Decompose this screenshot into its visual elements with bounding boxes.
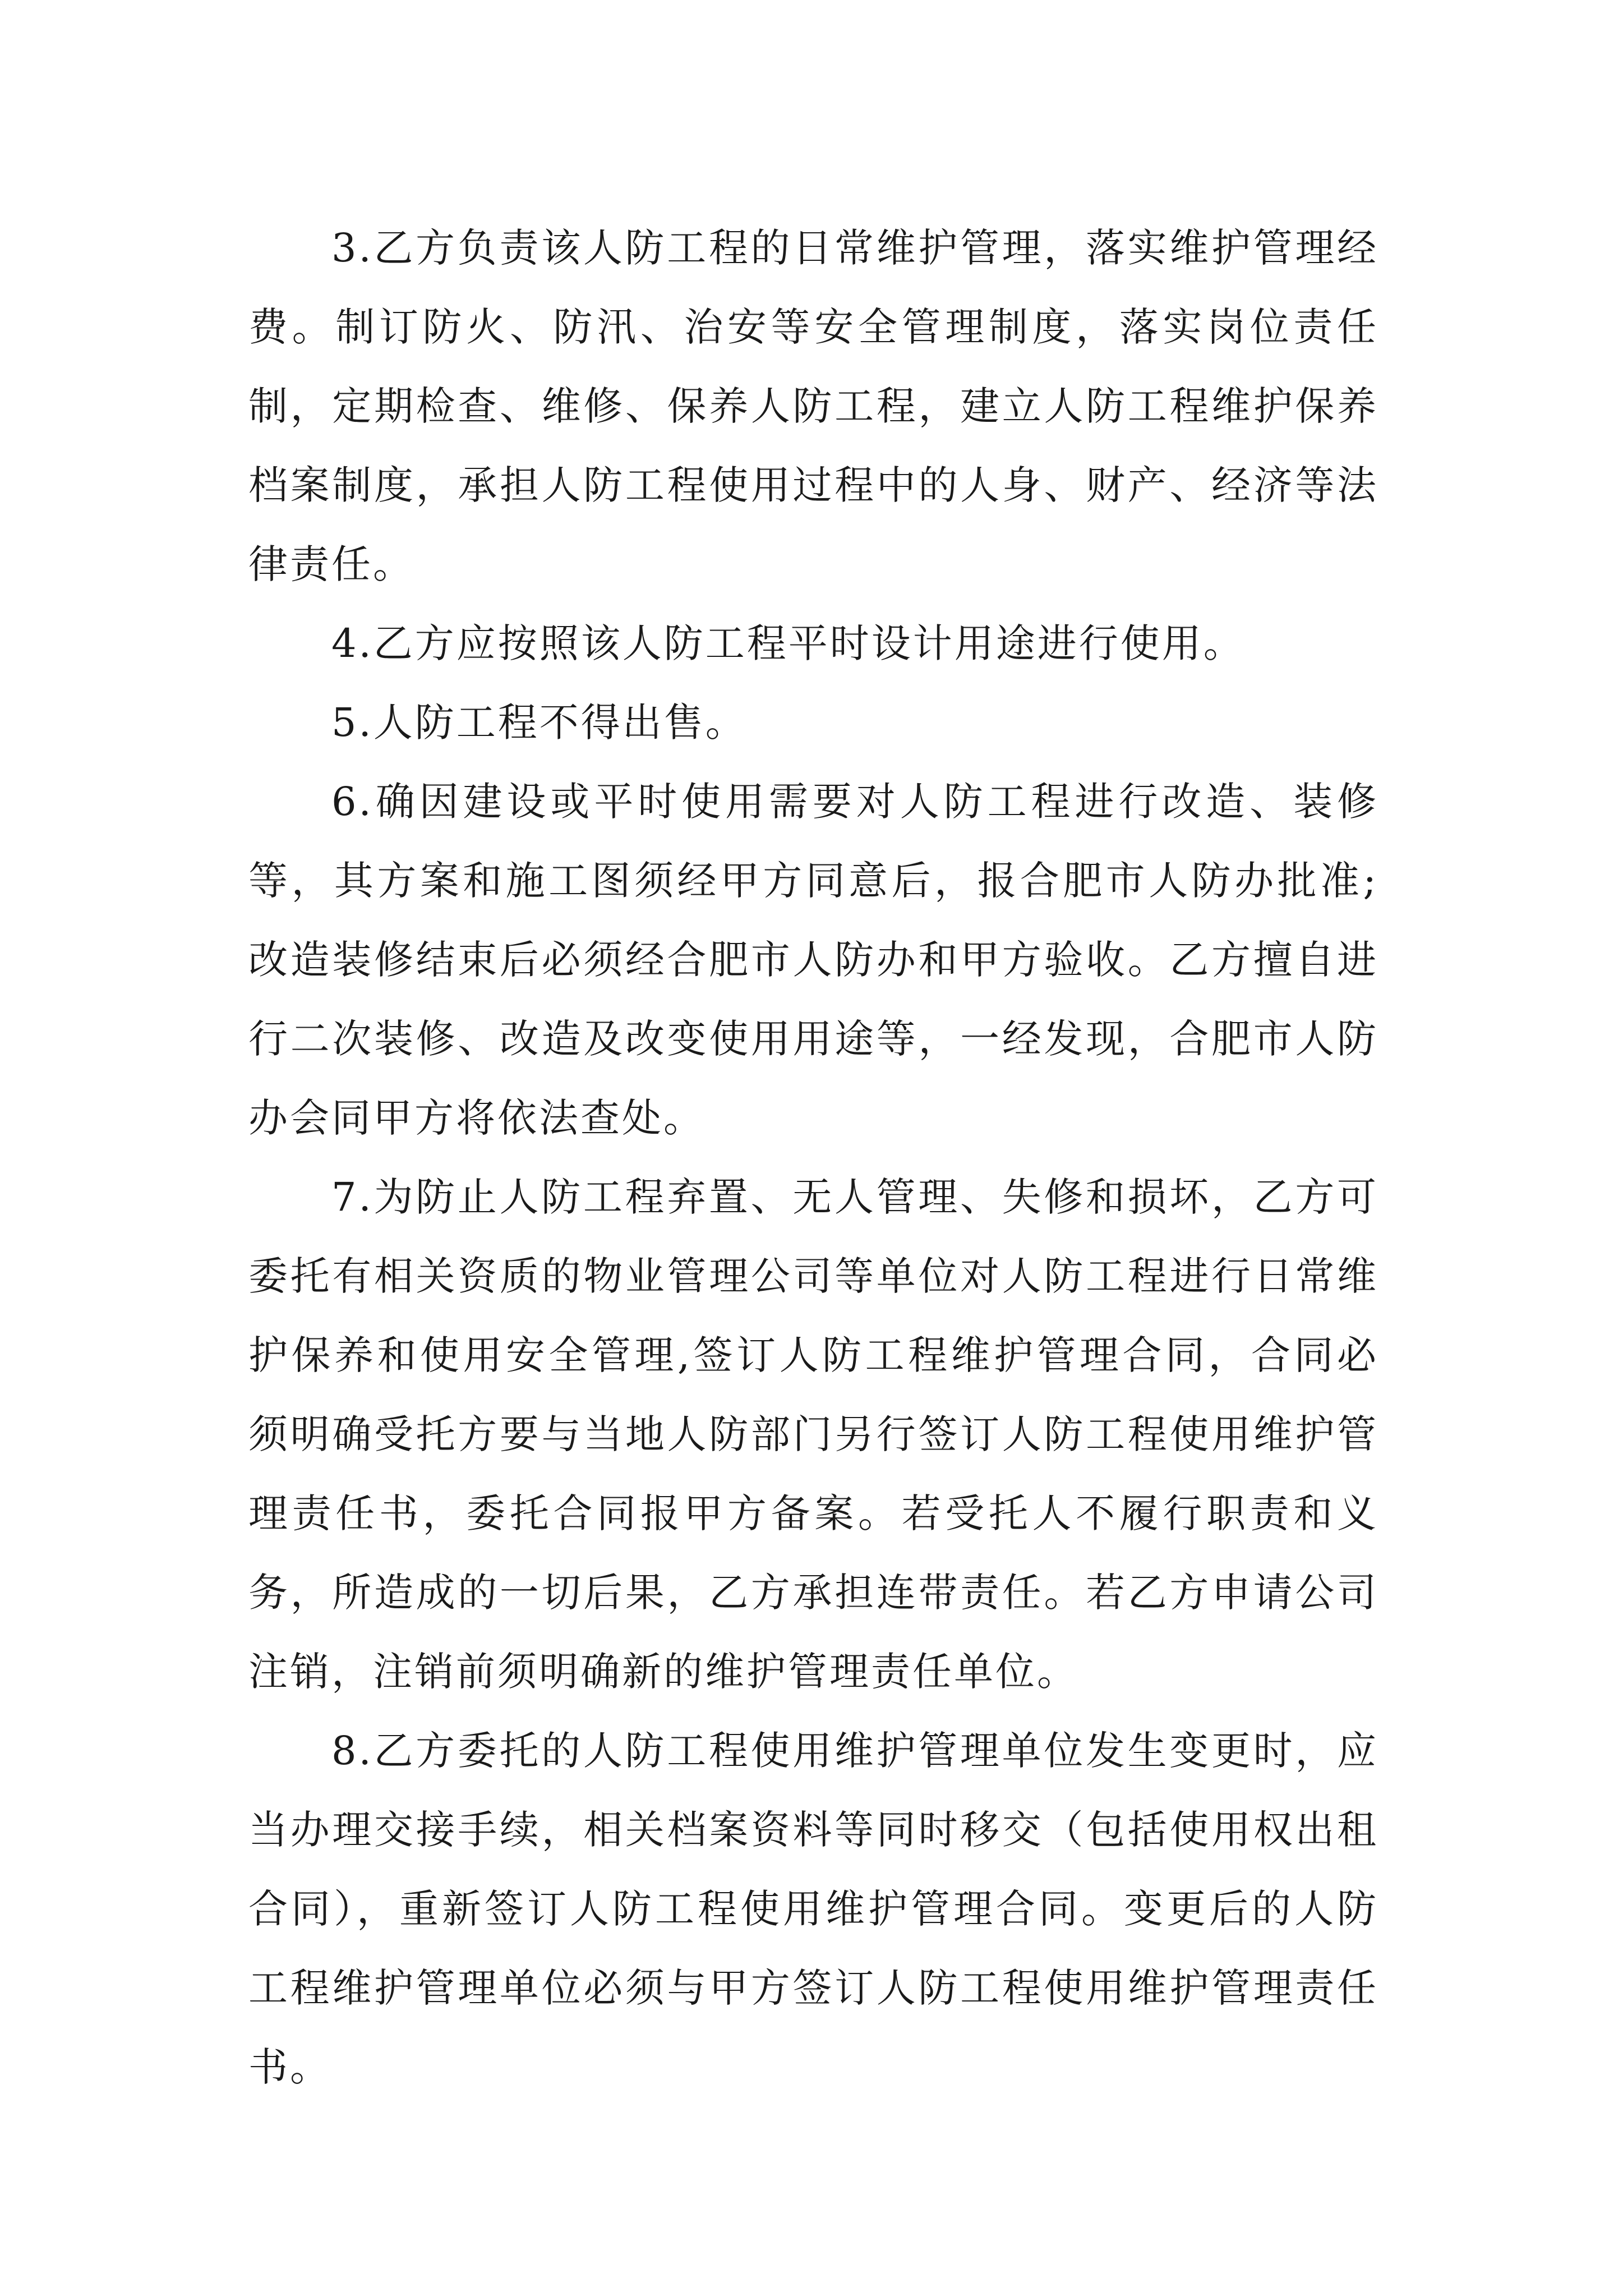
paragraph-6-renovation-approval: 6.确因建设或平时使用需要对人防工程进行改造、装修等，其方案和施工图须经甲方同意后，报合肥市人防办批准;改造装修结束后必须经合肥市人防办和甲方验收。乙方擅自进行二次装修、改造及改变使用用途等，一经发现，合肥市人防办会同甲方将依法查处。	[248, 779, 1378, 1141]
paragraph-4-usage-purpose: 4.乙方应按照该人防工程平时设计用途进行使用。	[331, 620, 1245, 666]
document-body	[248, 209, 1378, 2107]
paragraph-7-delegated-management: 7.为防止人防工程弃置、无人管理、失修和损坏，乙方可委托有相关资质的物业管理公司等单位对人防工程进行日常维护保养和使用安全管理,签订人防工程维护管理合同，合同必须明确受托方要与当地人防部门另行签订人防工程使用维护管理责任书，委托合同报甲方备案。若受托人不履行职责和义务，所造成的一切后果，乙方承担连带责任。若乙方申请公司注销，注销前须明确新的维护管理责任单位。	[248, 1174, 1378, 1695]
paragraph-3-maintenance-duties: 3.乙方负责该人防工程的日常维护管理，落实维护管理经费。制订防火、防汛、治安等安全管理制度，落实岗位责任制，定期检查、维修、保养人防工程，建立人防工程维护保养档案制度，承担人防工程使用过程中的人身、财产、经济等法律责任。	[248, 225, 1378, 587]
paragraph-8-management-change: 8.乙方委托的人防工程使用维护管理单位发生变更时，应当办理交接手续，相关档案资料等同时移交（包括使用权出租合同），重新签订人防工程使用维护管理合同。变更后的人防工程维护管理单位必须与甲方签订人防工程使用维护管理责任书。	[248, 1728, 1378, 2090]
paragraph-5-no-sale: 5.人防工程不得出售。	[331, 700, 747, 746]
